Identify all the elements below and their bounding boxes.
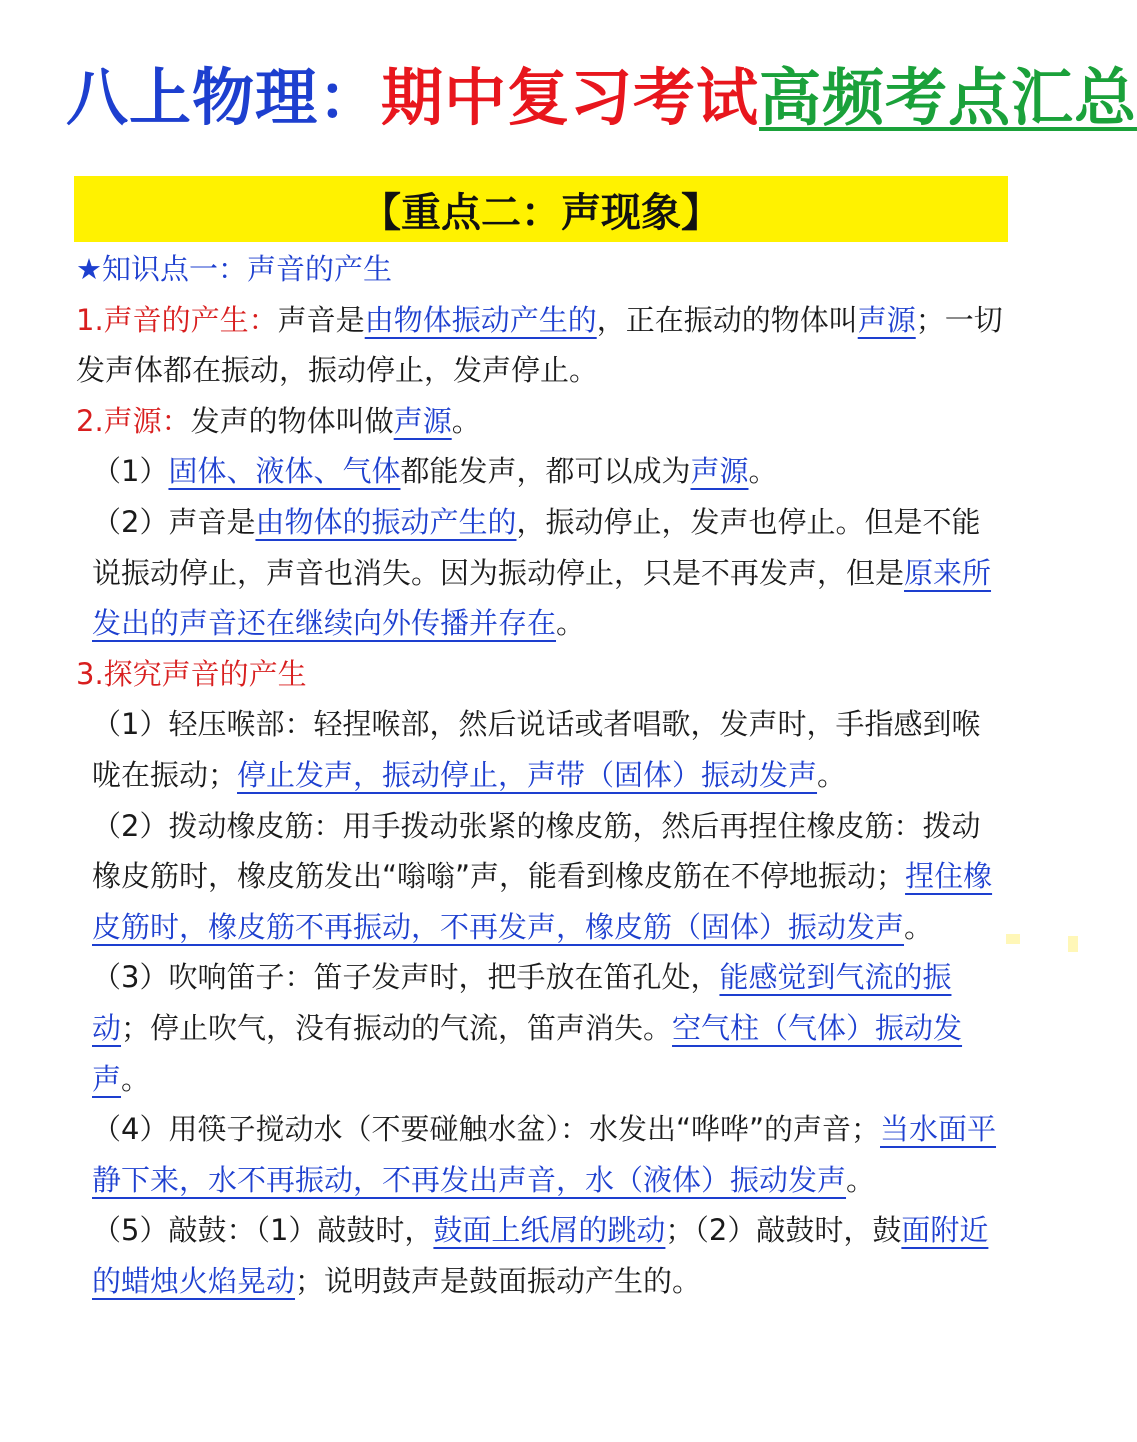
underlined-text: 声源 <box>690 454 749 489</box>
text: （5）敲鼓：（1）敲鼓时， <box>92 1213 434 1248</box>
text: ，振动停止，发声也停止。但是不能说振动停止，声音也消失。因为振动停止，只是不再发声，但是 <box>92 504 981 590</box>
underlined-text: 由物体振动产生的 <box>364 302 597 337</box>
text: 。 <box>748 454 778 489</box>
underlined-text: 声源 <box>393 403 452 438</box>
highlight-smudge <box>1006 934 1020 944</box>
underlined-text: 由物体的振动产生的 <box>255 504 517 539</box>
underlined-text: 鼓面上纸屑的跳动 <box>433 1213 666 1248</box>
highlight-smudge <box>1068 936 1078 952</box>
text: （3）吹响笛子：笛子发声时，把手放在笛孔处， <box>92 960 720 995</box>
text: 。 <box>817 757 847 792</box>
paragraph-drum <box>76 1205 1008 1306</box>
label-sound-production: 1.声音的产生： <box>76 302 278 337</box>
underlined-text: 固体、液体、气体 <box>168 454 401 489</box>
text: （1） <box>92 454 169 489</box>
paragraph-rubber-band <box>76 801 1008 953</box>
title-part-summary: 高频考点汇总 <box>759 61 1137 134</box>
text: ；（2）敲鼓时，鼓 <box>665 1213 902 1248</box>
text: ；停止吹气，没有振动的气流，笛声消失。 <box>121 1010 673 1045</box>
title-part-exam: 期中复习考试 <box>381 61 760 134</box>
paragraph-item-2 <box>76 497 1008 649</box>
text: 。 <box>556 606 586 641</box>
paragraph-throat <box>76 699 1008 800</box>
text: 。 <box>451 403 481 438</box>
text: 。 <box>121 1061 151 1096</box>
underlined-text: 捏住橡皮筋时，橡皮筋不再振动，不再发声，橡皮筋（固体）振动发声 <box>92 859 993 944</box>
underlined-text: 空气柱（气体）振动发声 <box>92 1010 963 1096</box>
underlined-text: 面附近的蜡烛火焰晃动 <box>92 1213 989 1298</box>
underlined-text: 当水面平静下来，水不再振动，不再发出声音，水（液体）振动发声 <box>92 1112 997 1197</box>
text: 。 <box>846 1162 876 1197</box>
section-banner: 【重点二：声现象】 <box>74 176 1008 242</box>
label-sound-source: 2.声源： <box>76 403 191 438</box>
page-title <box>66 58 1137 138</box>
underlined-text: 原来所发出的声音还在继续向外传播并存在 <box>92 555 992 641</box>
text: ；说明鼓声是鼓面振动产生的。 <box>295 1263 702 1298</box>
paragraph-flute <box>76 952 1008 1104</box>
paragraph-sound-production <box>76 295 1008 396</box>
text: 发声的物体叫做 <box>190 403 394 438</box>
label-explore-sound: 3.探究声音的产生 <box>76 656 307 691</box>
text: ，正在振动的物体叫 <box>596 302 858 337</box>
text: 都能发声，都可以成为 <box>400 454 691 489</box>
text: 。 <box>904 909 934 944</box>
underlined-text: 能感觉到气流的振动 <box>92 960 952 1045</box>
text: （2）声音是 <box>92 504 256 539</box>
text: 声音是 <box>277 302 365 337</box>
paragraph-sound-source <box>76 396 1008 447</box>
underlined-text: 声源 <box>857 302 916 337</box>
title-part-subject: 八上物理： <box>66 61 382 134</box>
text: ；一切发声体都在振动，振动停止，发声停止。 <box>76 302 1003 388</box>
document-body <box>76 244 1008 1306</box>
knowledge-heading: ★知识点一：声音的产生 <box>76 252 392 286</box>
underlined-text: 停止发声，振动停止，声带（固体）振动发声 <box>237 757 818 792</box>
text: （2）拨动橡皮筋：用手拨动张紧的橡皮筋，然后再捏住橡皮筋：拨动橡皮筋时，橡皮筋发出“嗡嗡”声，能看到橡皮筋在不停地振动； <box>92 808 981 894</box>
text: （4）用筷子搅动水（不要碰触水盆）：水发出“哗哗”的声音； <box>92 1112 880 1147</box>
paragraph-item-1 <box>76 446 1008 497</box>
paragraph-water <box>76 1104 1008 1205</box>
text: （1）轻压喉部：轻捏喉部，然后说话或者唱歌，发声时，手指感到喉咙在振动； <box>92 707 981 792</box>
